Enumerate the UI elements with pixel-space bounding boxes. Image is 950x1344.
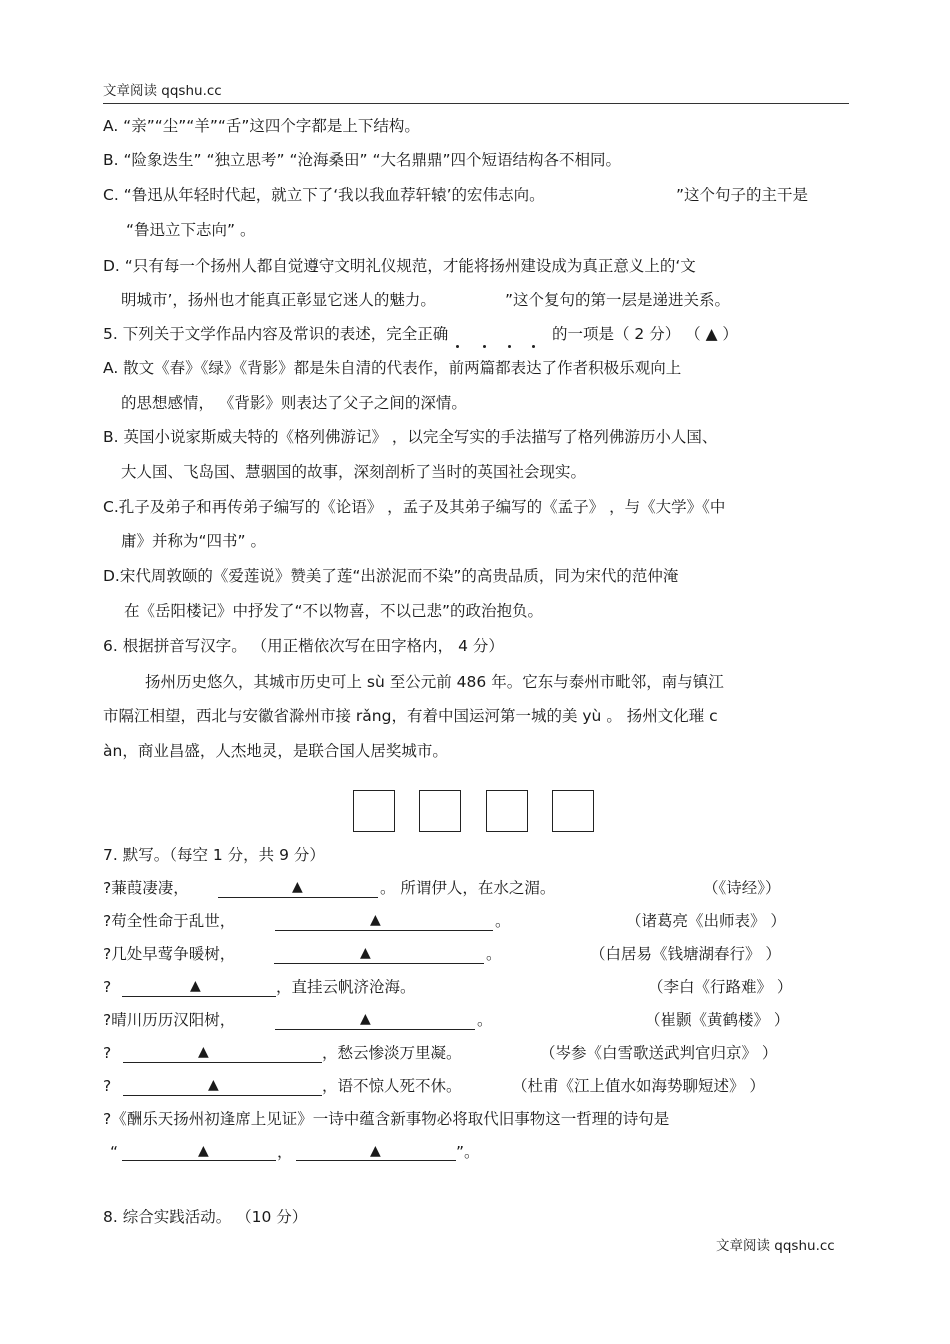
writing-box-1[interactable] — [353, 790, 395, 832]
q7-line3-source: （白居易《钱塘湖春行》 ） — [590, 945, 781, 963]
blank-marker: ▲ — [190, 978, 201, 994]
q7-line2-suffix: 。 — [495, 912, 511, 930]
q6-passage-line3: àn，商业昌盛，人杰地灵，是联合国人居奖城市。 — [103, 742, 448, 760]
q4-option-d-line2: 明城市’，扬州也才能真正彰显它迷人的魅力。 — [121, 291, 436, 309]
fill-blank[interactable] — [275, 1029, 475, 1030]
q7-line6-source: （岑参《白雪歌送武判官归京》 ） — [540, 1044, 778, 1062]
blank-marker: ▲ — [370, 1143, 381, 1159]
fill-blank[interactable] — [122, 996, 276, 997]
q7-line9-comma: ， — [277, 1143, 293, 1161]
q5-option-c-line2: 庸》并称为“四书” 。 — [121, 532, 266, 550]
q4-option-d-line1: D. “只有每一个扬州人都自觉遵守文明礼仪规范，才能将扬州建设成为真正意义上的‘文 — [103, 257, 696, 275]
emphasis-dot — [483, 345, 486, 348]
q7-line1-source: （《诗经》） — [703, 879, 781, 897]
q7-line5-prefix: ?晴川历历汉阳树， — [103, 1011, 236, 1029]
q7-stem: 7. 默写。（每空 1 分，共 9 分） — [103, 846, 325, 864]
q4-option-b: B. “险象迭生” “独立思考” “沧海桑田” “大名鼎鼎”四个短语结构各不相同。 — [103, 151, 622, 169]
fill-blank[interactable] — [274, 963, 484, 964]
q7-line1-prefix: ?蒹葭凄凄， — [103, 879, 189, 897]
q7-line2-source: （诸葛亮《出师表》 ） — [626, 912, 786, 930]
fill-blank[interactable] — [122, 1160, 276, 1161]
emphasis-dot — [456, 345, 459, 348]
q6-passage-line1: 扬州历史悠久，其城市历史可上 sù 至公元前 486 年。它东与泰州市毗邻，南与镇江 — [145, 673, 724, 691]
q7-line9-open-quote: “ — [110, 1143, 119, 1161]
fill-blank[interactable] — [296, 1160, 456, 1161]
q7-line7-prefix: ? — [103, 1077, 112, 1095]
emphasis-dot — [508, 345, 511, 348]
q7-line9-close-quote: ”。 — [456, 1143, 480, 1161]
page-header-site: 文章阅读 qqshu.cc — [103, 83, 222, 99]
q8-stem: 8. 综合实践活动。 （10 分） — [103, 1208, 308, 1226]
blank-marker: ▲ — [370, 912, 381, 928]
q7-line4-suffix: ，直挂云帆济沧海。 — [276, 978, 416, 996]
q7-line4-source: （李白《行路难》 ） — [648, 978, 793, 996]
q7-line3-suffix: 。 — [486, 945, 502, 963]
writing-box-3[interactable] — [486, 790, 528, 832]
writing-box-2[interactable] — [419, 790, 461, 832]
q4-option-c-line2: “鲁迅立下志向” 。 — [126, 221, 256, 239]
q7-line7-source: （杜甫《江上值水如海势聊短述》 ） — [512, 1077, 765, 1095]
q7-line1-suffix: 。 所谓伊人，在水之湄。 — [380, 879, 556, 897]
q7-line6-prefix: ? — [103, 1044, 112, 1062]
q7-line5-suffix: 。 — [477, 1011, 493, 1029]
fill-blank[interactable] — [123, 1062, 322, 1063]
writing-box-4[interactable] — [552, 790, 594, 832]
fill-blank[interactable] — [275, 930, 493, 931]
blank-marker: ▲ — [292, 879, 303, 895]
q5-option-b-line2: 大人国、飞岛国、慧骃国的故事，深刻剖析了当时的英国社会现实。 — [121, 463, 587, 481]
page-footer-site: 文章阅读 qqshu.cc — [716, 1238, 835, 1254]
q7-line2-prefix: ?苟全性命于乱世， — [103, 912, 236, 930]
q5-option-d-line1: D.宋代周敦颐的《爱莲说》赞美了莲“出淤泥而不染”的高贵品质，同为宋代的范仲淹 — [103, 567, 679, 585]
header-divider — [103, 103, 849, 104]
q6-passage-line2: 市隔江相望，西北与安徽省滁州市接 rǎng，有着中国运河第一城的美 yù 。 扬州文化璀 c — [103, 707, 718, 725]
q4-option-a: A. “亲”“尘”“羊”“舌”这四个字都是上下结构。 — [103, 117, 420, 135]
fill-blank[interactable] — [123, 1095, 322, 1096]
q4-option-c-line1-end: ”这个句子的主干是 — [676, 186, 809, 204]
q5-stem-end: 的一项是（ 2 分） （ ▲ ） — [552, 325, 738, 343]
q4-option-d-line2-end: ”这个复句的第一层是递进关系。 — [505, 291, 731, 309]
q5-option-b-line1: B. 英国小说家斯威夫特的《格列佛游记》 ，以完全写实的手法描写了格列佛游历小人国、 — [103, 428, 718, 446]
q5-option-a-line2: 的思想感情， 《背影》则表达了父子之间的深情。 — [121, 394, 467, 412]
blank-marker: ▲ — [360, 1011, 371, 1027]
q7-line3-prefix: ?几处早莺争暖树， — [103, 945, 236, 963]
q7-line7-suffix: ，语不惊人死不休。 — [322, 1077, 462, 1095]
q7-line8: ?《酬乐天扬州初逢席上见证》一诗中蕴含新事物必将取代旧事物这一哲理的诗句是 — [103, 1110, 670, 1128]
blank-marker: ▲ — [360, 945, 371, 961]
q6-stem: 6. 根据拼音写汉字。 （用正楷依次写在田字格内， 4 分） — [103, 637, 504, 655]
q7-line6-suffix: ，愁云惨淡万里凝。 — [322, 1044, 462, 1062]
q7-line5-source: （崔颢《黄鹤楼》 ） — [645, 1011, 790, 1029]
q5-option-a-line1: A. 散文《春》《绿》《背影》都是朱自清的代表作，前两篇都表达了作者积极乐观向上 — [103, 359, 682, 377]
q5-option-d-line2: 在《岳阳楼记》中抒发了“不以物喜，不以己悲”的政治抱负。 — [124, 602, 544, 620]
q5-option-c-line1: C.孔子及弟子和再传弟子编写的《论语》 ，孟子及其弟子编写的《孟子》 ，与《大学》《中 — [103, 498, 726, 516]
q5-stem: 5. 下列关于文学作品内容及常识的表述，完全正确 — [103, 325, 449, 343]
blank-marker: ▲ — [208, 1077, 219, 1093]
q4-option-c-line1: C. “鲁迅从年轻时代起，就立下了‘我以我血荐轩辕’的宏伟志向。 — [103, 186, 545, 204]
blank-marker: ▲ — [198, 1143, 209, 1159]
q7-line4-prefix: ? — [103, 978, 112, 996]
fill-blank[interactable] — [218, 897, 378, 898]
blank-marker: ▲ — [198, 1044, 209, 1060]
emphasis-dot — [532, 345, 535, 348]
